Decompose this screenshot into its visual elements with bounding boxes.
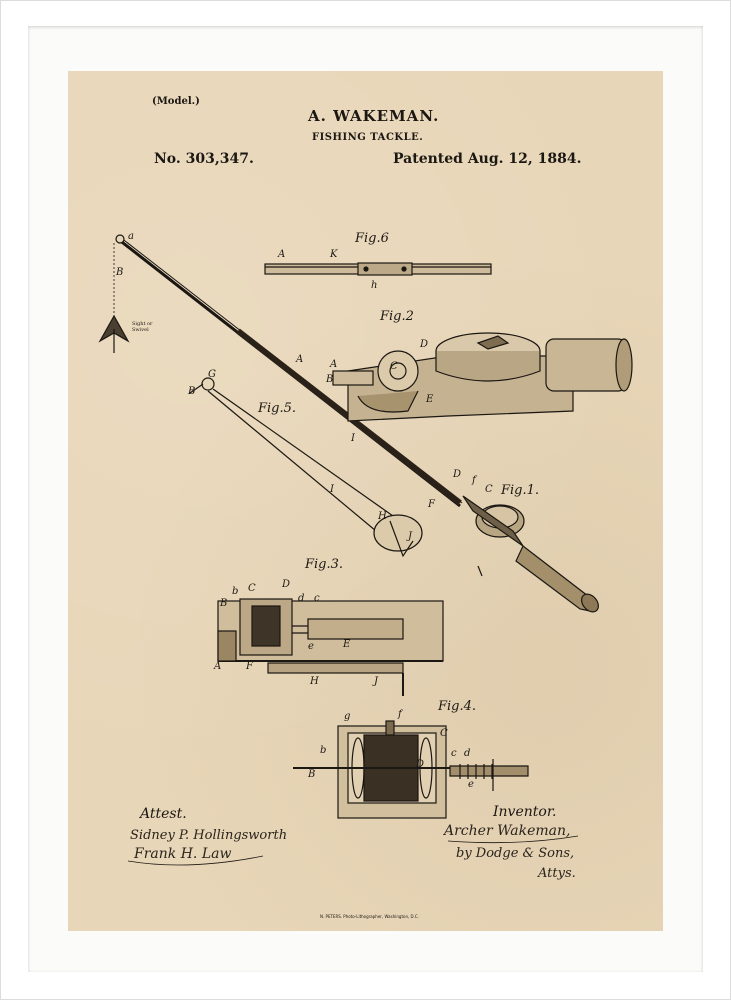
witness-signature-2: Frank H. Law [134,846,232,862]
fig3-label: H [310,676,319,687]
rod-label: C [485,484,493,495]
fig5-title: Fig.5. [258,401,297,416]
patent-drawing-sheet [68,71,663,931]
fig3-drawing [218,599,443,696]
witness-signature-1: Sidney P. Hollingsworth [130,828,288,843]
fig3-label: c [314,593,320,604]
fig3-title: Fig.3. [305,557,344,572]
fig5-label: B [188,386,196,397]
fig3-label: E [343,639,351,650]
fig3-label: D [282,579,291,590]
fig5-label: G [208,369,216,380]
fig6-title: Fig.6 [355,231,389,246]
rod-label: I [351,433,355,444]
patent-date: Patented Aug. 12, 1884. [393,151,582,167]
fig4-label: b [320,745,327,756]
fig3-label: B [220,598,228,609]
inventor-signature: Archer Wakeman, [444,823,571,839]
fig4-label: g [344,711,351,722]
fig3-label: e [308,641,314,652]
fig1-rod-drawing [100,235,602,615]
fig3-label: C [248,583,256,594]
fig3-label: J [374,676,379,687]
fig2-reel-drawing [333,333,632,421]
fig2-label: B [326,374,334,385]
fig3-label: b [232,586,239,597]
fig4-label: D [416,759,425,770]
rod-label: A [296,354,304,365]
fig6-drawing [265,263,491,275]
attorney-line: by Dodge & Sons, [456,846,575,861]
fig4-title: Fig.4. [438,699,477,714]
fig2-label: D [420,339,429,350]
fig2-label: E [426,394,434,405]
rod-label: F [428,499,435,510]
rod-label: B [116,267,124,278]
patent-illustration [68,71,663,931]
rod-label: a [128,231,134,242]
fig6-label: K [330,249,338,260]
fig3-label: A [214,661,222,672]
fig1-title: Fig.1. [501,483,540,498]
attest-label: Attest. [140,806,187,822]
rod-label: f [472,475,476,486]
inventor-label: Inventor. [493,804,557,820]
fig2-label: A [330,359,338,370]
fig3-label: d [298,593,305,604]
fig2-title: Fig.2 [380,309,414,324]
inventor-name-heading: A. WAKEMAN. [308,107,440,125]
fig4-label: e [468,779,474,790]
attorney-abbr: Attys. [538,866,576,881]
fig3-label: F [246,661,253,672]
rod-label: D [453,469,462,480]
fig2-label: C [390,361,398,372]
fig6-label: h [371,280,378,291]
model-label: (Model.) [152,96,200,107]
fig5-label: H [378,511,387,522]
patent-number: No. 303,347. [154,151,254,167]
fig6-label: A [278,249,286,260]
fig4-label: c [451,748,457,759]
fig4-label: C [440,728,448,739]
fig4-label: f [398,709,402,720]
patent-title: FISHING TACKLE. [312,132,424,143]
fig4-label: B [308,769,316,780]
fig4-label: d [464,748,471,759]
sight-swivel-note: Sight or Swivel [132,321,153,333]
fig5-label: J [408,531,413,542]
fig5-label: I [330,484,334,495]
printer-credit: N. PETERS. Photo-Lithographer, Washington, D.C. [320,914,419,919]
